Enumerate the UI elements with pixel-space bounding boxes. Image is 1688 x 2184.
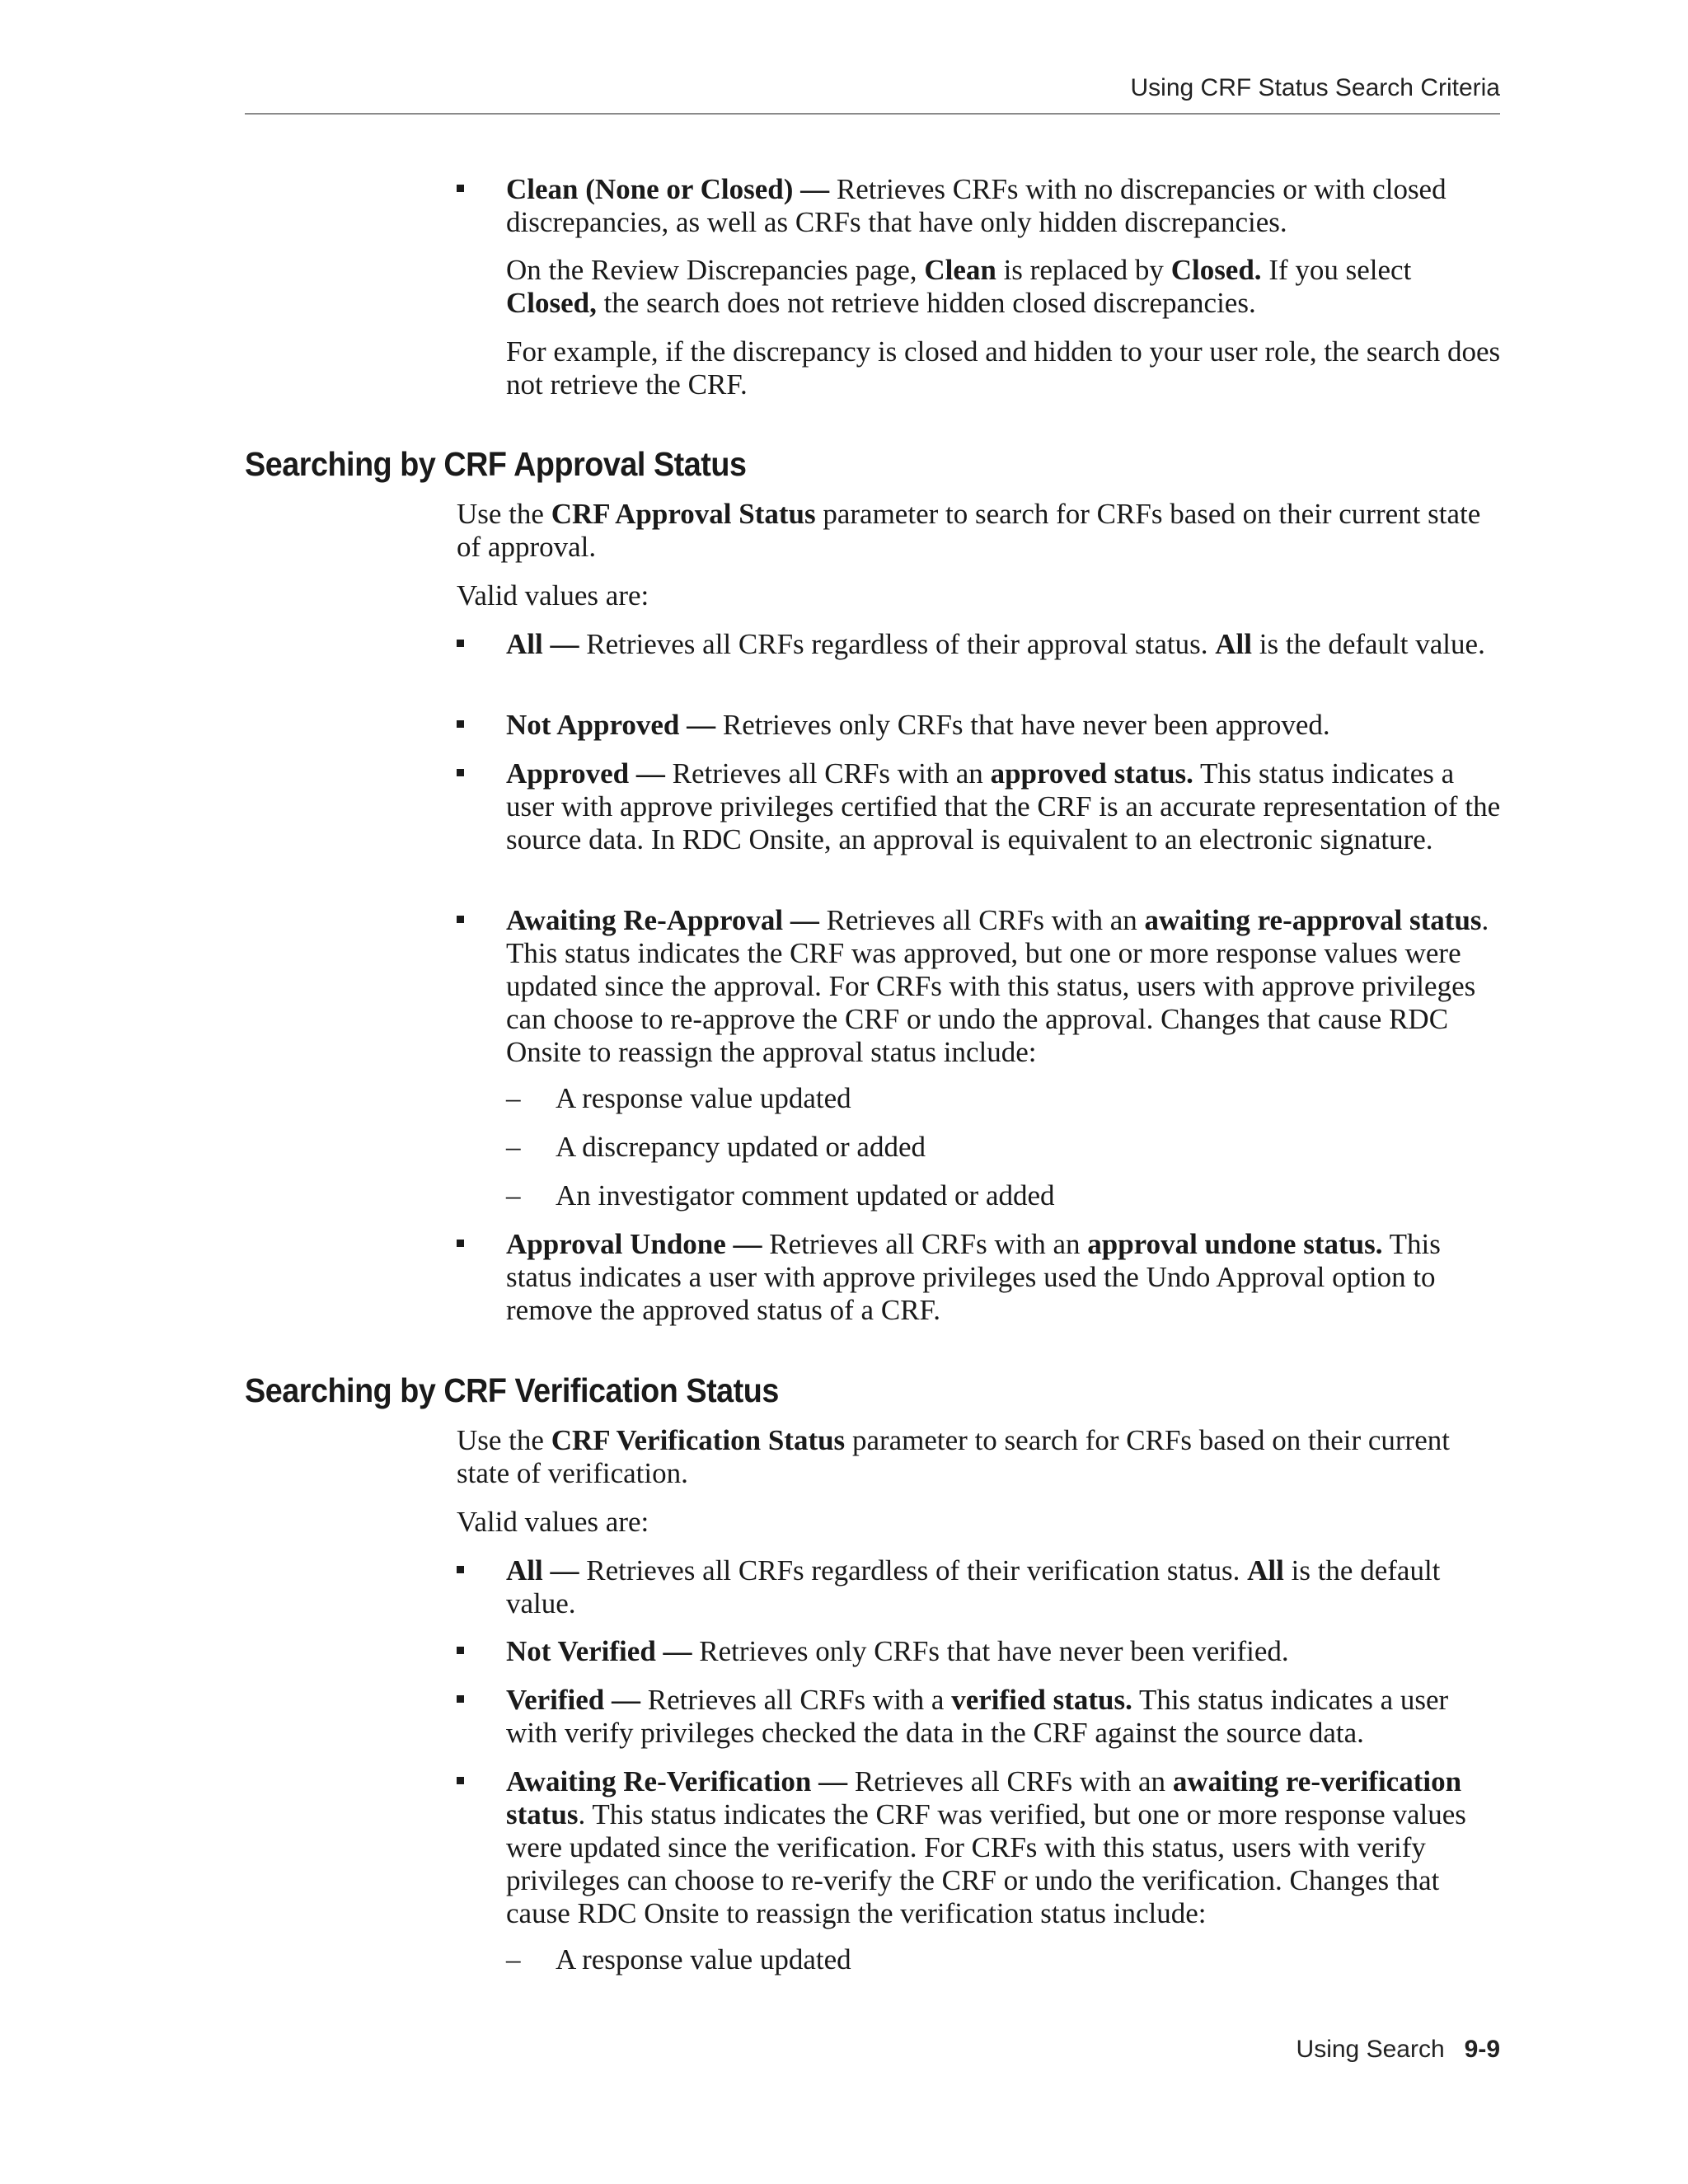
verification-item-awaiting: Awaiting Re-Verification — Retrieves all CRFs with an awaiting re-verification status. This status indicates the CRF was verified, but one or more response values were updated since the verification. For CRFs with this status, users with verify privileges can choose to re-verify the CRF or undo the verification. Changes that cause RDC Onsite to reassign the verification status include: [457,1765,1503,1930]
verification-item-not-verified: Not Verified — Retrieves only CRFs that have never been verified. [457,1635,1503,1668]
running-header: Using CRF Status Search Criteria [1130,74,1500,101]
approval-item-awaiting: Awaiting Re-Approval — Retrieves all CRFs with an awaiting re-approval status. This status indicates the CRF was approved, but one or more response values were updated since the approval. For CRFs with this status, users with approve privileges can choose to re-approve the CRF or undo the approval. Changes that cause RDC Onsite to reassign the approval status include: [457,904,1503,1069]
approval-change-item: – A response value updated [506,1082,851,1114]
approval-valid-values: Valid values are: [457,579,649,612]
square-bullet-icon [457,1647,464,1654]
dash-marker: – [506,1131,521,1163]
header-rule [245,113,1500,115]
square-bullet-icon [457,185,464,192]
approval-item-not-approved: Not Approved — Retrieves only CRFs that have never been approved. [457,709,1503,742]
approval-change-item: – A discrepancy updated or added [506,1131,926,1163]
clean-example: For example, if the discrepancy is closed and hidden to your user role, the search does not retrieve the CRF. [506,335,1501,401]
verification-change-item: – A response value updated [506,1943,851,1975]
verification-item-all: All — Retrieves all CRFs regardless of their verification status. All is the default value. [457,1554,1503,1620]
square-bullet-icon [457,720,464,728]
square-bullet-icon [457,1566,464,1573]
approval-change-item: – An investigator comment updated or added [506,1179,1055,1212]
approval-intro: Use the CRF Approval Status parameter to search for CRFs based on their current state of approval. [457,498,1481,563]
square-bullet-icon [457,1695,464,1703]
square-bullet-icon [457,640,464,647]
approval-item-approved: Approved — Retrieves all CRFs with an approved status. This status indicates a user with approve privileges certified that the CRF is an accurate representation of the source data. In RDC Onsite, an approval is equivalent to an electronic signature. [457,757,1503,856]
dash-marker: – [506,1179,521,1212]
footer-section: Using Search [1296,2036,1445,2063]
square-bullet-icon [457,916,464,923]
page-number: 9-9 [1464,2036,1500,2063]
clean-note: On the Review Discrepancies page, Clean is replaced by Closed. If you select Closed, the search does not retrieve hidden closed discrepancies. [506,254,1412,319]
page-footer [1296,2036,1500,2064]
verification-valid-values: Valid values are: [457,1506,649,1538]
section-heading-verification: Searching by CRF Verification Status [245,1371,779,1409]
verification-intro: Use the CRF Verification Status parameter to search for CRFs based on their current state of verification. [457,1424,1450,1489]
verification-item-verified: Verified — Retrieves all CRFs with a verified status. This status indicates a user with verify privileges checked the data in the CRF against the source data. [457,1684,1503,1750]
dash-marker: – [506,1082,521,1114]
square-bullet-icon [457,1777,464,1784]
square-bullet-icon [457,769,464,776]
square-bullet-icon [457,1240,464,1247]
section-heading-approval: Searching by CRF Approval Status [245,445,747,483]
approval-item-undone: Approval Undone — Retrieves all CRFs with an approval undone status. This status indicates a user with approve privileges used the Undo Approval option to remove the approved status of a CRF. [457,1228,1503,1327]
approval-item-all: All — Retrieves all CRFs regardless of their approval status. All is the default value. [457,628,1503,661]
list-item-clean: Clean (None or Closed) — Retrieves CRFs with no discrepancies or with closed discrepancies, as well as CRFs that have only hidden discrepancies. [457,173,1503,239]
dash-marker: – [506,1943,521,1975]
